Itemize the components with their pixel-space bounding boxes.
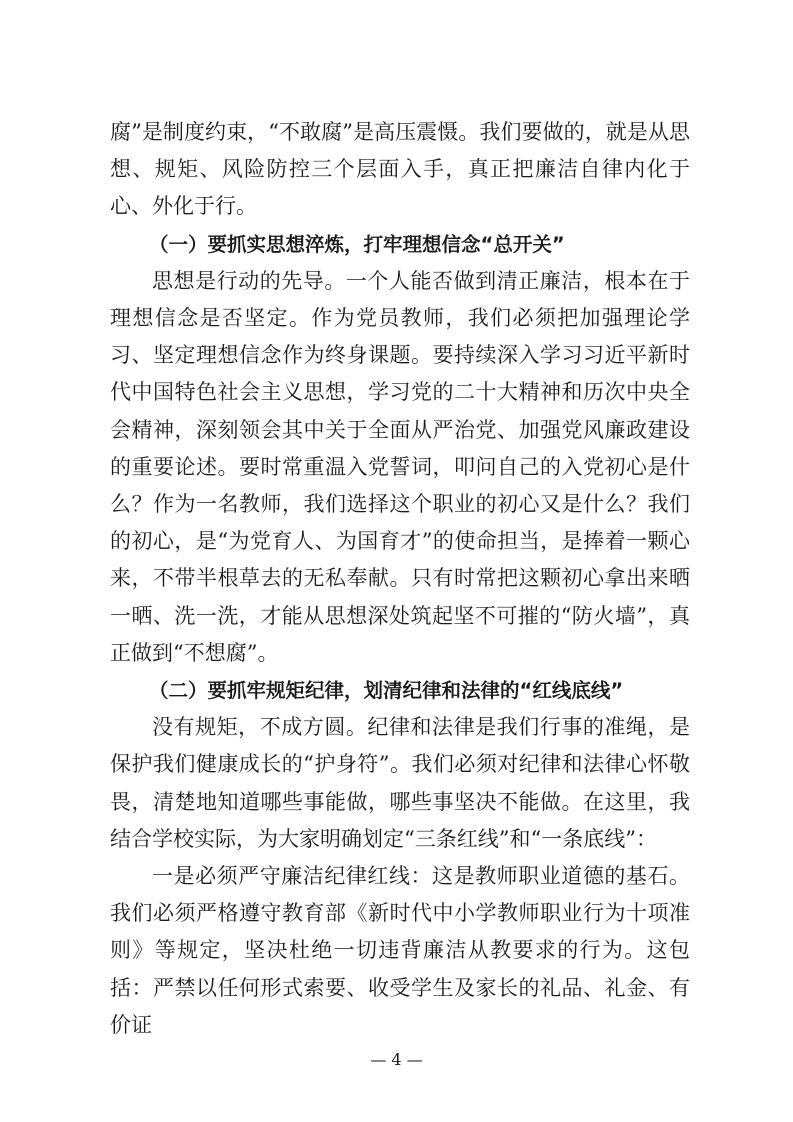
document-body <box>110 114 690 1044</box>
paragraph-intro: 腐”是制度约束，“不敢腐”是高压震慑。我们要做的，就是从思想、规矩、风险防控三个层面入手，真正把廉洁自律内化于心、外化于行。 <box>110 120 690 219</box>
paragraph-rules: 没有规矩，不成方圆。纪律和法律是我们行事的准绳，是保护我们健康成长的“护身符”。我们必须对纪律和法律心怀敬畏，清楚地知道哪些事能做，哪些事坚决不能做。在这里，我结合学校实际，为大家明确划定“三条红线”和“一条底线”： <box>110 715 690 851</box>
section-heading-2: （二）要抓牢规矩纪律，划清纪律和法律的“红线底线” <box>149 679 624 703</box>
paragraph-red-line-1: 一是必须严守廉洁纪律红线：这是教师职业道德的基石。我们必须严格遵守教育部《新时代中小学教师职业行为十项准则》等规定，坚决杜绝一切违背廉洁从教要求的行为。这包括：严禁以任何形式索要、收受学生及家长的礼品、礼金、有价证 <box>110 864 690 1037</box>
section-heading-1: （一）要抓实思想淬炼，打牢理想信念“总开关” <box>149 232 565 256</box>
page-number: — 4 — <box>370 1050 423 1069</box>
paragraph-ideology: 思想是行动的先导。一个人能否做到清正廉洁，根本在于理想信念是否坚定。作为党员教师，我们必须把加强理论学习、坚定理想信念作为终身课题。要持续深入学习习近平新时代中国特色社会主义思想，学习党的二十大精神和历次中央全会精神，深刻领会其中关于全面从严治党、加强党风廉政建设的重要论述。要时常重温入党誓词，叩问自己的入党初心是什么？作为一名教师，我们选择这个职业的初心又是什么？我们的初心，是“为党育人、为国育才”的使命担当，是捧着一颗心来，不带半根草去的无私奉献。只有时常把这颗初心拿出来晒一晒、洗一洗，才能从思想深处筑起坚不可摧的“防火墙”，真正做到“不想腐”。 <box>110 268 690 665</box>
